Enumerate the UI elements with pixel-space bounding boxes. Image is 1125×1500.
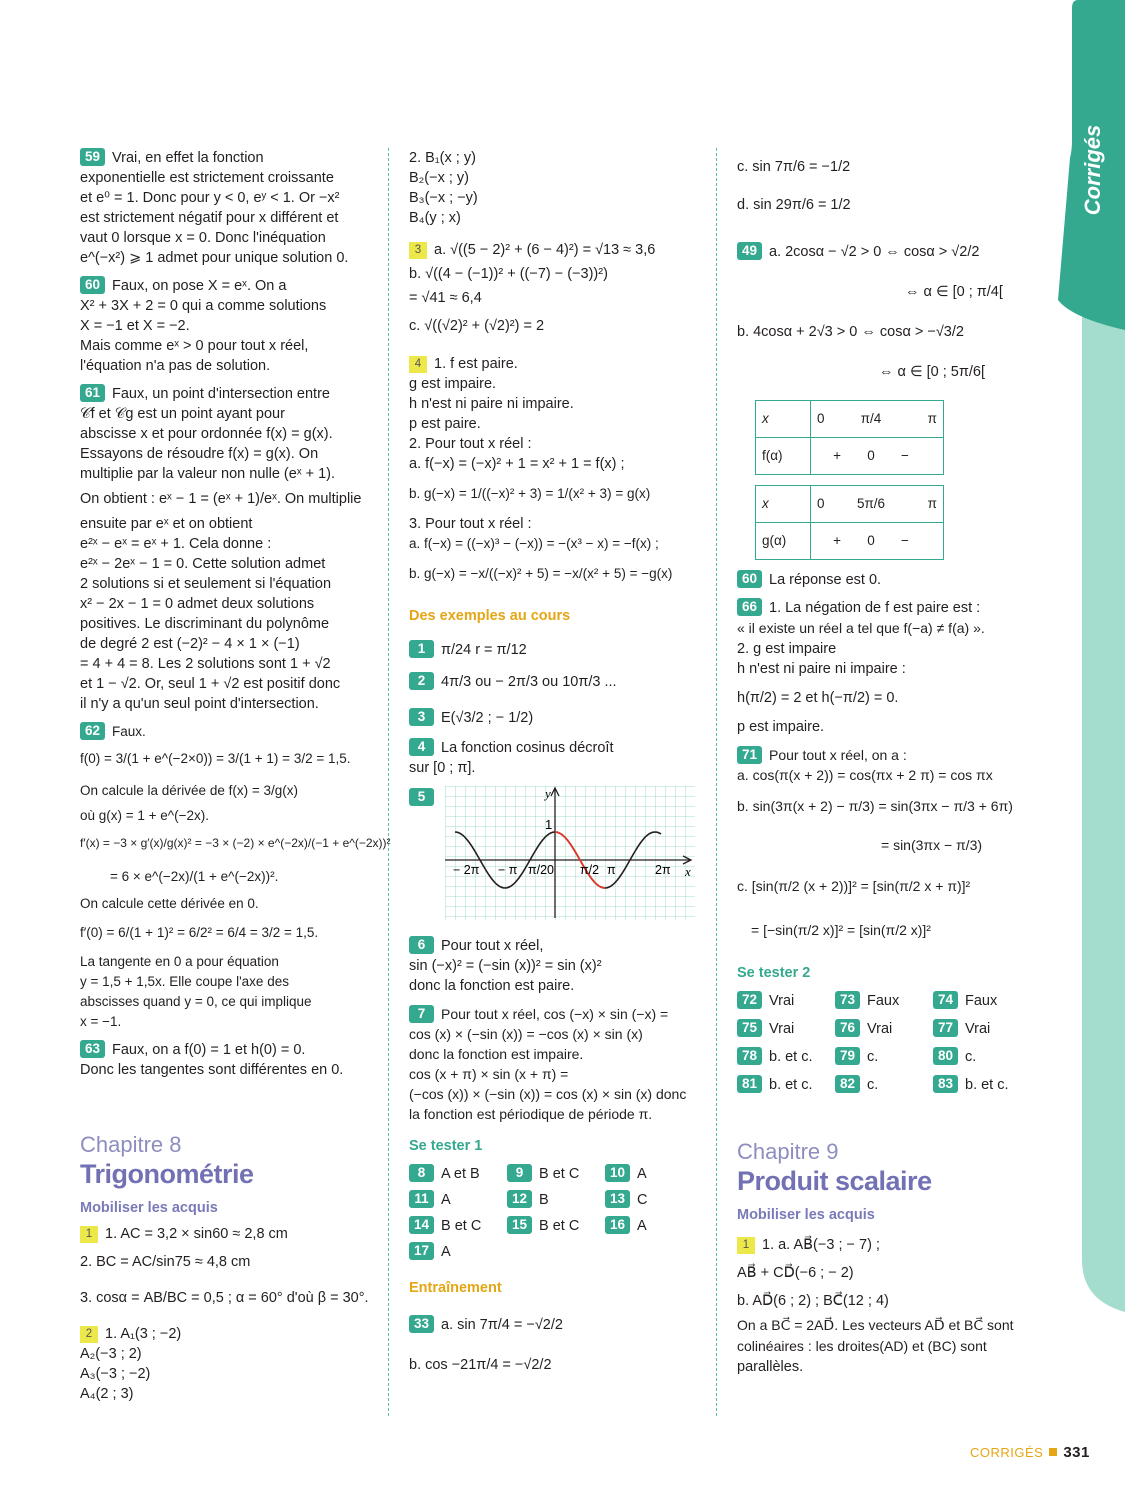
exercise-number: 66 <box>737 598 762 616</box>
table-cell: 5π/6 <box>847 486 895 523</box>
formula-line: 3. cosα = AB/BC = 0,5 ; α = 60° d'où β = 30°. <box>80 1290 369 1306</box>
exercise-60 <box>737 570 1037 590</box>
formula-line: f′(0) = 6/(1 + 1)² = 6/2² = 6/4 = 3/2 = 1,5. <box>80 925 319 940</box>
text-line: B₂(−x ; y) <box>409 170 470 186</box>
exercise-49 <box>737 232 1037 392</box>
table-cell: + <box>811 438 848 475</box>
exercise-number: 13 <box>605 1190 630 1208</box>
text-line: On a BC⃗ = 2AD⃗. Les vecteurs AD⃗ et BC⃗ sont <box>737 1317 1014 1333</box>
exercise-number: 83 <box>933 1075 958 1093</box>
tick-label: 2π <box>655 863 671 877</box>
formula-line: b. sin(3π(x + 2) − π/3) = sin(3πx − π/3 + 6π) <box>737 798 1013 814</box>
text-line: Faux, on a f(0) = 1 et h(0) = 0. <box>112 1042 306 1058</box>
table-cell: g(α) <box>756 523 811 560</box>
answer-text: Vrai <box>769 993 795 1009</box>
exercise-61 <box>80 384 366 714</box>
answer-item <box>835 991 933 1011</box>
exercise-number: 60 <box>737 570 762 588</box>
tick-label: − π <box>498 863 518 877</box>
table-cell: π/4 <box>847 401 895 438</box>
formula-line: ⇔ α ∈ [0 ; 5π/6[ <box>879 364 985 380</box>
answer-item <box>605 1190 703 1210</box>
example-number: 2 <box>409 672 434 690</box>
formula-line: ⇔ α ∈ [0 ; π/4[ <box>905 284 1003 300</box>
column-divider <box>388 148 389 1416</box>
page-number: 331 <box>1063 1444 1090 1461</box>
text-line: 1. f est paire. <box>434 356 518 372</box>
text-line: B₃(−x ; −y) <box>409 190 478 206</box>
acquis-1 <box>737 1231 1037 1377</box>
answer-item <box>737 1047 835 1067</box>
exercise-number: 75 <box>737 1019 762 1037</box>
text-line: x² − 2x − 1 = 0 admet deux solutions <box>80 596 315 612</box>
text-line: La fonction cosinus décroît <box>441 740 614 756</box>
acquis-number: 1 <box>80 1226 98 1243</box>
section-heading: Se tester 1 <box>409 1138 483 1154</box>
text-line: A₂(−3 ; 2) <box>80 1346 142 1362</box>
answer-item <box>737 1075 835 1095</box>
formula-line: 2. BC = AC/sin75 ≈ 4,8 cm <box>80 1254 251 1270</box>
exercise-number: 80 <box>933 1047 958 1065</box>
text-line: est strictement négatif pour x différent et <box>80 210 339 226</box>
exercise-number: 12 <box>507 1190 532 1208</box>
text-line: On calcule cette dérivée en 0. <box>80 896 259 911</box>
chapter-title: Trigonométrie <box>80 1159 254 1189</box>
answer-text: Vrai <box>965 1021 991 1037</box>
text-line: 1. a. AB⃗(−3 ; − 7) ; <box>762 1237 880 1253</box>
text-line: p est impaire. <box>737 719 825 735</box>
answer-item <box>933 1075 1031 1095</box>
formula-line: d. sin 29π/6 = 1/2 <box>737 197 851 213</box>
text-line: B₄(y ; x) <box>409 210 461 226</box>
example-3 <box>409 698 699 738</box>
text-line: 1. A₁(3 ; −2) <box>105 1326 182 1342</box>
exercise-number: 7 <box>409 1005 434 1023</box>
text-line: parallèles. <box>737 1359 804 1375</box>
text-line: abscisses quand y = 0, ce qui implique <box>80 994 312 1009</box>
answer-item <box>605 1164 703 1184</box>
text-line: l'équation n'a pas de solution. <box>80 358 271 374</box>
exercise-number: 73 <box>835 991 860 1009</box>
text-line: colinéaires : les droites(AD) et (BC) sont <box>737 1338 987 1354</box>
text-line: Faux, un point d'intersection entre <box>112 386 330 402</box>
answer-text: A <box>637 1218 647 1234</box>
text-line: a. f(−x) = ((−x)³ − (−x)) = −(x³ − x) = −f(x) ; <box>409 536 659 551</box>
example-2 <box>409 666 699 698</box>
exercise-number: 81 <box>737 1075 762 1093</box>
answer-text: B et C <box>539 1166 580 1182</box>
example-4 <box>409 738 699 778</box>
exercise-number: 17 <box>409 1242 434 1260</box>
text-line: h n'est ni paire ni impaire : <box>737 661 906 677</box>
formula-line: = 6 × e^(−2x)/(1 + e^(−2x))². <box>110 869 279 884</box>
text-line: sin (−x)² = (−sin (x))² = sin (x)² <box>409 958 602 974</box>
text-line: A₃(−3 ; −2) <box>80 1366 151 1382</box>
formula-line: a. sin 7π/4 = −√2/2 <box>441 1317 563 1333</box>
exercise-number: 10 <box>605 1164 630 1182</box>
exercise-62 <box>80 722 391 1032</box>
side-tab-label: Corrigés <box>1080 124 1105 216</box>
exercise-number: 76 <box>835 1019 860 1037</box>
tick-label: π/2 <box>580 863 600 877</box>
answer-text: c. <box>965 1049 977 1065</box>
answer-item <box>835 1075 933 1095</box>
answer-item <box>835 1019 933 1039</box>
answers-grid <box>737 991 1037 1095</box>
answer-item <box>409 1190 507 1210</box>
exercise-71 <box>737 745 1037 951</box>
text-line: X² + 3X + 2 = 0 qui a comme solutions <box>80 298 327 314</box>
answer-text: B et C <box>441 1218 482 1234</box>
text-line: donc la fonction est paire. <box>409 978 575 994</box>
text-line: 2. g est impaire <box>737 641 837 657</box>
footer-label: CORRIGÉS <box>970 1445 1044 1460</box>
answer-item <box>507 1216 605 1236</box>
table-cell: π <box>895 486 944 523</box>
formula-line: c. sin 7π/6 = −1/2 <box>737 159 851 175</box>
answer-text: A <box>441 1244 451 1260</box>
formula-line: b. g(−x) = −x/((−x)² + 5) = −x/(x² + 5) = −g(x) <box>409 566 673 581</box>
answer-item <box>409 1216 507 1236</box>
column-3 <box>737 148 1037 1385</box>
exercise-63 <box>80 1040 366 1080</box>
table-cell: − <box>895 523 944 560</box>
example-number: 1 <box>409 640 434 658</box>
formula-line: 4π/3 ou − 2π/3 ou 10π/3 ... <box>441 674 617 690</box>
section-heading: Entraînement <box>409 1280 502 1296</box>
text-line: où g(x) = 1 + e^(−2x). <box>80 808 210 823</box>
text-line: y = 1,5 + 1,5x. Elle coupe l'axe des <box>80 974 289 989</box>
exercise-number: 77 <box>933 1019 958 1037</box>
text-line: exponentielle est strictement croissante <box>80 170 334 186</box>
column-2 <box>409 148 699 1394</box>
exercise-7 <box>409 1004 699 1124</box>
text-line: X = −1 et X = −2. <box>80 318 190 334</box>
acquis-number: 1 <box>737 1237 755 1254</box>
text-line: Essayons de résoudre f(x) = g(x). On <box>80 446 319 462</box>
text-line: 1. AC = 3,2 × sin60 ≈ 2,8 cm <box>105 1226 288 1242</box>
chapter-label: Chapitre 9 <box>737 1139 839 1164</box>
table-cell: − <box>895 438 944 475</box>
exercise-number: 79 <box>835 1047 860 1065</box>
answer-text: Vrai <box>867 1021 893 1037</box>
text-line: vaut 0 lorsque x = 0. Donc l'inéquation <box>80 230 326 246</box>
column-1 <box>80 148 391 1412</box>
exercise-number: 63 <box>80 1040 105 1058</box>
section-heading: Des exemples au cours <box>409 608 571 624</box>
text-line: e^(−x²) ⩾ 1 admet pour unique solution 0. <box>80 250 349 266</box>
exercise-59 <box>80 148 366 268</box>
text-line: cos (x) × (−sin (x)) = −cos (x) × sin (x) <box>409 1026 643 1042</box>
formula-line: b. 4cosα + 2√3 > 0 ⇔ cosα > −√3/2 <box>737 324 964 340</box>
table-cell: 0 <box>811 401 848 438</box>
text-line: Pour tout x réel, on a : <box>769 747 907 763</box>
text-line: de degré 2 est (−2)² − 4 × 1 × (−1) <box>80 636 300 652</box>
exercise-33 <box>409 1306 699 1386</box>
formula-line: On calcule la dérivée de f(x) = 3/g(x) <box>80 783 298 798</box>
answer-item <box>507 1190 605 1210</box>
text-line: A₄(2 ; 3) <box>80 1386 134 1402</box>
exercise-33-continued <box>737 148 1037 224</box>
text-line: Vrai, en effet la fonction <box>112 150 264 166</box>
text-line: x = −1. <box>80 1014 122 1029</box>
text-line: g est impaire. <box>409 376 497 392</box>
answer-item <box>507 1164 605 1184</box>
formula-line: E(√3/2 ; − 1/2) <box>441 710 534 726</box>
text-line: AB⃗ + CD⃗(−6 ; − 2) <box>737 1265 854 1281</box>
table-cell: x <box>756 486 811 523</box>
y-label: y <box>545 786 551 801</box>
text-line: 1. La négation de f est paire est : <box>769 600 981 616</box>
answer-item <box>835 1047 933 1067</box>
text-line: cos (x + π) × sin (x + π) = <box>409 1066 569 1082</box>
answer-text: Faux <box>965 993 998 1009</box>
answer-text: C <box>637 1192 648 1208</box>
table-cell: 0 <box>847 438 895 475</box>
tick-label: 0 <box>547 863 554 877</box>
formula-line: c. √((√2)² + (√2)²) = 2 <box>409 318 545 334</box>
text-line: = 4 + 4 = 8. Les 2 solutions sont 1 + √2 <box>80 656 331 672</box>
text-line: donc la fonction est impaire. <box>409 1046 584 1062</box>
text-line: La réponse est 0. <box>769 572 882 588</box>
column-divider <box>716 148 717 1416</box>
answer-text: b. et c. <box>965 1077 1009 1093</box>
table-cell: 0 <box>847 523 895 560</box>
text-line: On obtient : eˣ − 1 = (eˣ + 1)/eˣ. On multiplie <box>80 491 362 507</box>
text-line: a. f(−x) = (−x)² + 1 = x² + 1 = f(x) ; <box>409 456 625 472</box>
exercise-number: 15 <box>507 1216 532 1234</box>
answer-text: c. <box>867 1077 879 1093</box>
exercise-66 <box>737 598 1037 737</box>
formula-line: = √41 ≈ 6,4 <box>409 290 482 306</box>
text-line: p est paire. <box>409 416 481 432</box>
exercise-number: 78 <box>737 1047 762 1065</box>
exercise-number: 74 <box>933 991 958 1009</box>
acquis-number: 2 <box>80 1326 98 1343</box>
formula-line: f′(x) = −3 × g′(x)/g(x)² = −3 × (−2) × e^(−2x)/(−1 + e^(−2x))² <box>80 836 391 850</box>
acquis-number: 3 <box>409 242 427 259</box>
example-1 <box>409 634 699 666</box>
variation-table-f <box>755 400 944 475</box>
text-line: e²ˣ − 2eˣ − 1 = 0. Cette solution admet <box>80 556 326 572</box>
exercise-number: 49 <box>737 242 762 260</box>
table-cell: π <box>895 401 944 438</box>
cosine-graph <box>445 786 695 920</box>
acquis-3 <box>409 240 699 344</box>
formula-line: a. √((5 − 2)² + (6 − 4)²) = √13 ≈ 3,6 <box>434 242 656 258</box>
exercise-number: 71 <box>737 746 762 764</box>
answer-text: B <box>539 1192 549 1208</box>
text-line: la fonction est périodique de période π. <box>409 1106 653 1122</box>
exercise-number: 9 <box>507 1164 532 1182</box>
text-line: La tangente en 0 a pour équation <box>80 954 279 969</box>
exercise-60 <box>80 276 366 376</box>
text-line: e²ˣ − eˣ = eˣ + 1. Cela donne : <box>80 536 272 552</box>
acquis-number: 4 <box>409 356 427 373</box>
tick-label: − 2π <box>453 863 480 877</box>
answer-item <box>737 991 835 1011</box>
text-line: sur [0 ; π]. <box>409 760 476 776</box>
text-line: il n'y a qu'un seul point d'intersection. <box>80 696 319 712</box>
text-line: b. AD⃗(6 ; 2) ; BC⃗(12 ; 4) <box>737 1293 889 1309</box>
text-line: ensuite par eˣ et on obtient <box>80 516 253 532</box>
exercise-number: 33 <box>409 1315 434 1333</box>
exercise-number: 62 <box>80 722 105 740</box>
answer-text: b. et c. <box>769 1077 813 1093</box>
answer-text: B et C <box>539 1218 580 1234</box>
example-number: 5 <box>409 788 434 806</box>
exercise-number: 8 <box>409 1164 434 1182</box>
answer-text: Vrai <box>769 1021 795 1037</box>
example-number: 3 <box>409 708 434 726</box>
page-footer <box>970 1444 1090 1461</box>
table-cell: f(α) <box>756 438 811 475</box>
exercise-6 <box>409 936 699 996</box>
text-line: Pour tout x réel, cos (−x) × sin (−x) = <box>441 1006 669 1022</box>
answer-item <box>933 1019 1031 1039</box>
chapter-title: Produit scalaire <box>737 1166 932 1196</box>
text-line: (−cos (x)) × (−sin (x)) = cos (x) × sin (x) donc <box>409 1086 687 1102</box>
section-heading: Se tester 2 <box>737 965 811 981</box>
text-line: positives. Le discriminant du polynôme <box>80 616 330 632</box>
text-line: h n'est ni paire ni impaire. <box>409 396 574 412</box>
formula-line: b. cos −21π/4 = −√2/2 <box>409 1357 552 1373</box>
text-line: Donc les tangentes sont différentes en 0. <box>80 1062 344 1078</box>
exercise-number: 72 <box>737 991 762 1009</box>
text-line: multiplie par la valeur non nulle (eˣ + 1). <box>80 466 336 482</box>
text-line: 3. Pour tout x réel : <box>409 516 532 532</box>
text-line: Pour tout x réel, <box>441 938 544 954</box>
text-line: et 1 − √2. Or, seul 1 + √2 est positif donc <box>80 676 341 692</box>
formula-line: = sin(3πx − π/3) <box>881 837 983 853</box>
tick-label: π <box>607 863 616 877</box>
exercise-number: 82 <box>835 1075 860 1093</box>
answer-text: Faux <box>867 993 900 1009</box>
answer-text: c. <box>867 1049 879 1065</box>
answer-item <box>605 1216 703 1236</box>
table-cell: x <box>756 401 811 438</box>
answer-item <box>933 991 1031 1011</box>
table-cell: 0 <box>811 486 848 523</box>
exercise-number: 16 <box>605 1216 630 1234</box>
text-line: 2. B₁(x ; y) <box>409 150 476 166</box>
exercise-number: 59 <box>80 148 105 166</box>
text-line: Faux, on pose X = eˣ. On a <box>112 278 287 294</box>
formula-line: b. g(−x) = 1/((−x)² + 3) = 1/(x² + 3) = g(x) <box>409 486 651 501</box>
formula-line: π/24 r = π/12 <box>441 642 527 658</box>
x-label: x <box>685 864 691 879</box>
example-number: 4 <box>409 738 434 756</box>
formula-line: a. 2cosα − √2 > 0 ⇔ cosα > √2/2 <box>769 244 980 260</box>
chapter-label: Chapitre 8 <box>80 1132 182 1157</box>
example-5 <box>409 786 699 928</box>
text-line: 2. Pour tout x réel : <box>409 436 532 452</box>
formula-line: a. cos(π(x + 2)) = cos(πx + 2 π) = cos πx <box>737 767 993 783</box>
answers-grid <box>409 1164 699 1262</box>
answer-item <box>737 1019 835 1039</box>
formula-line: h(π/2) = 2 et h(−π/2) = 0. <box>737 690 899 706</box>
formula-line: b. √((4 − (−1))² + ((−7) − (−3))²) <box>409 266 608 282</box>
exercise-number: 11 <box>409 1190 434 1208</box>
answer-text: A <box>637 1166 647 1182</box>
tick-label: π/2 <box>528 863 548 877</box>
text-line: Faux. <box>112 724 146 739</box>
acquis-1 <box>80 1224 369 1316</box>
exercise-number: 61 <box>80 384 105 402</box>
graph-grid <box>445 786 695 920</box>
answer-item <box>933 1047 1031 1067</box>
answer-text: b. et c. <box>769 1049 813 1065</box>
exercise-number: 60 <box>80 276 105 294</box>
text-line: « il existe un réel a tel que f(−a) ≠ f(a) ». <box>737 620 985 636</box>
formula-line: = [−sin(π/2 x)]² = [sin(π/2 x)]² <box>751 922 931 938</box>
acquis-2-continued <box>409 148 699 228</box>
variation-table-g <box>755 485 944 560</box>
acquis-4 <box>409 354 699 594</box>
table-cell: + <box>811 523 848 560</box>
footer-square-icon <box>1049 1448 1057 1456</box>
exercise-number: 14 <box>409 1216 434 1234</box>
text-line: 𝒞f et 𝒞g est un point ayant pour <box>80 406 285 422</box>
section-heading: Mobiliser les acquis <box>737 1207 875 1223</box>
acquis-2 <box>80 1324 366 1404</box>
tick-label-1: 1 <box>545 817 553 832</box>
answer-text: A et B <box>441 1166 480 1182</box>
formula-line: f(0) = 3/(1 + e^(−2×0)) = 3/(1 + 1) = 3/2 = 1,5. <box>80 751 351 766</box>
formula-line: c. [sin(π/2 (x + 2))]² = [sin(π/2 x + π)]² <box>737 878 971 894</box>
exercise-number: 6 <box>409 936 434 954</box>
text-line: Mais comme eˣ > 0 pour tout x réel, <box>80 338 309 354</box>
answer-text: A <box>441 1192 451 1208</box>
text-line: 2 solutions si et seulement si l'équation <box>80 576 332 592</box>
text-line: et e⁰ = 1. Donc pour y < 0, eʸ < 1. Or −x² <box>80 190 340 206</box>
section-heading: Mobiliser les acquis <box>80 1200 218 1216</box>
answer-item <box>409 1164 507 1184</box>
answer-item <box>409 1242 507 1262</box>
text-line: abscisse x et pour ordonnée f(x) = g(x). <box>80 426 333 442</box>
